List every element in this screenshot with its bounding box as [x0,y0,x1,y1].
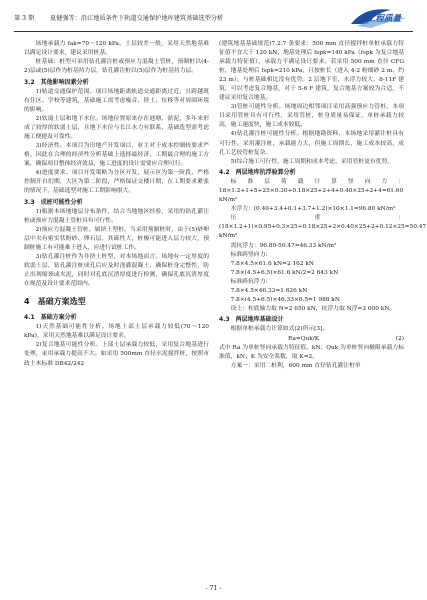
paragraph: 方案一：采用二桩利，600 mm 直径钻孔灌注桩单 [230,362,361,369]
paragraph: 7.8×4.5×61.6 kN=2 162 kN [230,260,314,267]
journal-logo [347,4,411,30]
page-number: - 71 - [205,585,222,592]
section-heading: 4 基础方案选型 [24,297,86,307]
paragraph: 式中 Ra 为单桩竖向承载力特征值，kN；Quk 为单桩竖向极限承载力标准值，kN；K 为安全系数，取 K=2。 [219,344,404,360]
paragraph: 标准跨竖向力： [230,251,272,258]
equation-body: Ra=Quk/K [287,335,320,342]
paragraph: 压重：(18×1.2+1)×0.95+0.3×25+0.18×25+2×0.40×25+2+0.12×25=50.47 kN/m² [219,215,427,240]
paragraph: 需抗浮力：96.80-50.47=46.33 kN/m² [230,242,337,249]
subsection-heading: 3.2 其他影响因素分析 [24,78,89,86]
paragraph: 设上：柱底轴力取 N=2 650 kN，抗浮力取 N浮=2 000 kN。 [230,305,396,312]
running-title: 夏健强等：沿江地质条件下轨道交通保护地库建筑基础选型分析 [50,14,224,22]
paragraph: 1)根据本场地地层分布条件，结合当地地区经验，采用的钻孔灌注桩或预应力混凝土管桩具有可行性。 [24,208,209,224]
subsection-heading: 4.3 两层地库基础设计 [219,316,284,324]
right-column [219,40,427,371]
paragraph: 3)经济性。本项目为房地产开发项目，业主对于成本控制较要求严格，因此在合理的经济性分析基础上选择最经济、工期最合理的施工方案，确保项目整体经济效益，施工进度的设计需要应合理可行。 [24,143,209,168]
equation [219,335,404,344]
paragraph: 2)复合地基可能性分析。上部土层承载力较低，采用复合地基进行处理，采用承载力提高不大。如采用 500mm 直径水泥搅拌桩，按照市政土木标准 DB42/242 [24,342,209,367]
left-column [24,40,209,369]
paragraph: 水浮力：(0.40+3.4+0.1+3.7+1.2)×10×1.1=96.80 kN/m² [230,206,396,213]
subsection-heading: 4.1 基础方案分析 [24,314,77,322]
paragraph: 7.8×(4.5+6.5)×61.6 kN/2=2 643 kN [230,269,339,276]
paragraph: 标准层荷载计算竖向力：18×1.2+1+5+25×0.30+0.18×25+2+4+0.40×25+2+4=61.60 kN/m² [219,179,404,204]
paragraph: 4)进度要求。项目开发策略为分区开发，展示区为第一阶段，严格控制开自们期，大区为第二阶段，严格保证交楼日期，在工期要求紧张的情况下，基础选型对施工工期影响很大。 [24,170,209,195]
paragraph: 7.8×4.5×46.33=1 626 kN [230,287,308,294]
paragraph: 根据单桩承载力计算如式(2)所示[3]。 [230,326,329,333]
paragraph: 1)轨道交通保护范围。项目场地距离轨道交通距离过近，且跨越既有住区、学校等建筑，基础施工需考虑噪音、挤土、位移等对周围环境的影响。 [24,88,209,113]
paragraph: 2)软弱土层和地下水位。场地位置原来存在池塘、淤泥，多年来形成了较厚的软弱土层，且地下水位与长江水力有联系，基础选型需考虑施工便捷及可靠性。 [24,115,209,140]
subsection-heading: 3.3 成桩可能性分析 [24,198,83,206]
paragraph: 场地承载力 fak=70～120 kPa，土层较差一般，采用天然地基难以满足设计要求，建议采用桩基。 [24,41,209,57]
subsection-heading: 4.2 两层地库抗浮验算分析 [219,169,296,177]
paragraph: 桩基础：桩型可采用钻孔灌注桩或预应力混凝土管桩，预制桩以(4-2)层或(5)层作为桩基持力层，钻孔灌注桩以(5)层作为桩基持力层。 [24,59,209,75]
paragraph: 3)管桩可能性分析。场地周边相邻项目采用高强预应力管桩，本项目采用管桩具有可行性，采用管桩，桩身质量易保证，单桩承载力较高，施工速度快，施工成本较低。 [219,104,404,129]
paragraph: 7.8×(4.5+6.5)×46.33×0.5=1 988 kN [230,296,340,303]
header-rule [14,31,413,32]
paragraph: 4)钻孔灌注桩可能性分析。根据地勘资料，本场地采用灌注桩具有可行性。采用灌注桩，承载能力大，但施工周期长，施工成本较高，成孔工艺较管桩复杂。 [219,131,404,156]
paragraph: 1)天然基础可能性分析。场地上部土层承载力较低(70～120 kPa)，采用天然地基难以满足设计要求。 [24,324,209,340]
paragraph: 2)预应力混凝土管桩。属挤土型桩。当采用预制桩时，由于(5)砂卵层中夹有密实状粉砂、卵石层，其砾性大，桩极可能进入层力较大，预制桩施工有可能难于进入，应进行试桩工作。 [24,226,209,252]
equation-number: (2) [395,335,404,342]
issue-label: 第 3 期 [14,14,35,22]
logo-text: 工程质量 [367,14,402,24]
paragraph: 5)综合施工可行性，施工周期和成本考虑，采用管桩更有优势。 [230,158,394,165]
paragraph: 标准跨抗浮力： [230,278,272,285]
paragraph: (建筑地基基础规范)7.2.7 条要求：500 mm 直径搅拌桩单桩承载力特征值不宜大于 120 kN，地基处理后 fspk=140 kPa（fspk 为复合地基承载力特征值），承载力不满足设计要求。若采用 500 mm 直径 CFG 桩，地基处理后 fspk=210 kPa，且按桩长（进入 4-2 粉细砂 2 m，约 23 m），与桩基础相比没有优势。2 层地下室，水浮力较大，8-11F 建筑，可以考虑复合地基，对于 5-6 F 建筑，复合地基方案较为合适，不建议采用复合地基。 [219,41,404,102]
paragraph: 3)钻孔灌注桩作为非挤土桩型，对本场地而言，场地有一定厚度的软弱土层，钻孔灌注桩成孔后应及时浇灌混凝土，确保桩身完整性，防止出现缩颈或夹泥，同时对孔底沉渣厚度进行检测，确保孔底沉渣厚度在规范及设计要求范围内。 [24,254,209,288]
